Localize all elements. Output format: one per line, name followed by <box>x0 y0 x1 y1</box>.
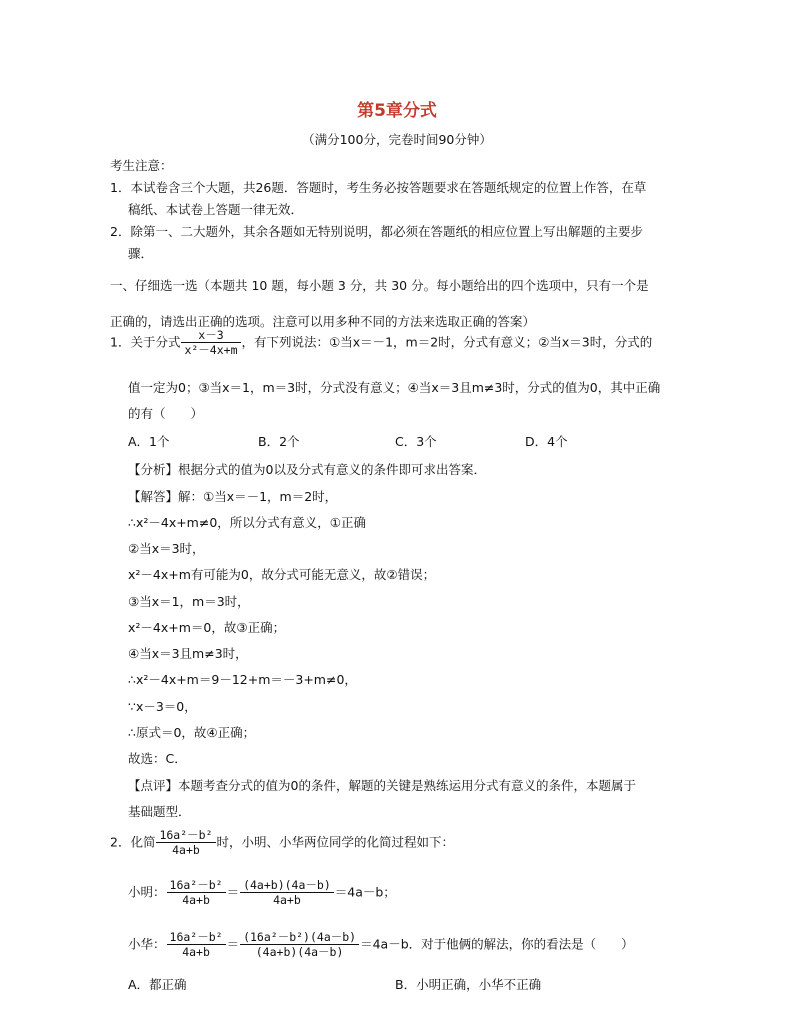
xiaohua-fraction-1-numerator: 16a²－b² <box>167 930 226 945</box>
q1-solution-line: 故选：C． <box>128 751 187 766</box>
xiaoming-fraction-1-numerator: 16a²－b² <box>167 878 226 893</box>
xiaoming-fraction-2-denominator: 4a+b <box>273 893 301 908</box>
xiaohua-fraction-2-denominator: (4a+b)(4a－b) <box>255 945 344 960</box>
q1-analysis: 【分析】根据分式的值为0以及分式有意义的条件即可求出答案． <box>128 462 486 477</box>
q2-fraction-denominator: 4a+b <box>172 843 200 858</box>
q1-fraction <box>181 328 240 358</box>
q2-stem <box>110 828 454 858</box>
q1-solution-line: ∴x²－4x+m≠0，所以分式有意义，①正确 <box>128 515 366 530</box>
q2-option-b: B．小明正确，小华不正确 <box>395 977 542 992</box>
xiaoming-fraction-2-numerator: (4a+b)(4a－b) <box>240 878 334 893</box>
q1-stem-line3: 的有（ ） <box>128 406 204 421</box>
q1-solution-line: ∴x²－4x+m＝9－12+m＝－3+m≠0， <box>128 672 357 687</box>
q1-prefix: 1．关于分式 <box>110 334 181 350</box>
xiaohua-fraction-2 <box>240 930 359 960</box>
section1-line1: 一、仔细选一选（本题共 10 题，每小题 3 分，共 30 分。每小题给出的四个选项中，只有一个是 <box>110 278 649 293</box>
q2-suffix: 时，小明、小华两位同学的化简过程如下： <box>216 834 455 850</box>
notice-item1-line2: 稿纸、本试卷上答题一律无效． <box>128 202 304 217</box>
notice-item1-line1: 1．本试卷含三个大题，共26题．答题时，考生务必按答题要求在答题纸规定的位置上作答，在草 <box>110 180 647 195</box>
q2-prefix: 2．化简 <box>110 834 156 850</box>
q2-fraction-numerator: 16a²－b² <box>156 828 215 843</box>
q1-option-c: C．3个 <box>395 434 437 449</box>
xiaoming-fraction-2 <box>240 878 334 908</box>
notice-heading: 考生注意： <box>110 158 173 173</box>
xiaoming-label: 小明： <box>128 884 166 900</box>
q1-stem-line1 <box>110 328 652 358</box>
xiaoming-fraction-1-denominator: 4a+b <box>182 893 210 908</box>
q1-fraction-denominator: x²－4x+m <box>184 343 238 358</box>
xiaoming-result: ＝4a－b； <box>334 884 396 900</box>
q1-option-b: B．2个 <box>258 434 300 449</box>
section1-line2: 正确的，请选出正确的选项。注意可以用多种不同的方法来选取正确的答案） <box>110 314 536 329</box>
page-title: 第5章分式 <box>357 101 437 121</box>
notice-item2-line2: 骤． <box>128 246 154 261</box>
q1-option-d: D．4个 <box>525 434 568 449</box>
q2-xiaoming-line <box>128 878 396 908</box>
q1-solution-line: ∵x－3＝0， <box>128 699 197 714</box>
xiaohua-fraction-2-numerator: (16a²－b²)(4a－b) <box>240 930 359 945</box>
q1-solution-line: x²－4x+m有可能为0，故分式可能无意义，故②错误； <box>128 567 436 582</box>
q1-option-a: A．1个 <box>128 434 170 449</box>
q1-suffix: ，有下列说法：①当x＝－1，m＝2时，分式有意义；②当x＝3时，分式的 <box>241 334 653 350</box>
xiaohua-fraction-1 <box>167 930 226 960</box>
xiaohua-fraction-1-denominator: 4a+b <box>182 945 210 960</box>
xiaoming-fraction-1 <box>167 878 226 908</box>
q1-fraction-numerator: x－3 <box>181 328 240 343</box>
q1-comment-line1: 【点评】本题考查分式的值为0的条件，解题的关键是熟练运用分式有意义的条件，本题属于 <box>128 778 636 793</box>
q1-solution-line: 【解答】解：①当x＝－1，m＝2时， <box>128 489 338 504</box>
q1-solution-line: ∴原式＝0，故④正确； <box>128 725 256 740</box>
q2-xiaohua-line <box>128 930 634 960</box>
q1-solution-line: ③当x＝1，m＝3时， <box>128 594 250 609</box>
equals-sign: ＝ <box>226 884 240 900</box>
q1-solution-line: ②当x＝3时， <box>128 541 205 556</box>
equals-sign: ＝ <box>226 936 240 952</box>
q1-solution-line: ④当x＝3且m≠3时， <box>128 646 248 661</box>
xiaohua-result: ＝4a－b．对于他俩的解法，你的看法是（ ） <box>360 936 634 952</box>
page-subtitle: （满分100分，完卷时间90分钟） <box>302 132 492 147</box>
q1-stem-line2: 值一定为0；③当x＝1，m＝3时，分式没有意义；④当x＝3且m≠3时，分式的值为0，其中正确 <box>128 380 661 395</box>
q1-solution-line: x²－4x+m＝0，故③正确； <box>128 620 286 635</box>
q1-comment-line2: 基础题型． <box>128 804 191 819</box>
notice-item2-line1: 2．除第一、二大题外，其余各题如无特别说明，都必须在答题纸的相应位置上写出解题的主要步 <box>110 224 643 239</box>
q2-option-a: A．都正确 <box>128 977 187 992</box>
xiaohua-label: 小华： <box>128 936 166 952</box>
q2-fraction <box>156 828 215 858</box>
